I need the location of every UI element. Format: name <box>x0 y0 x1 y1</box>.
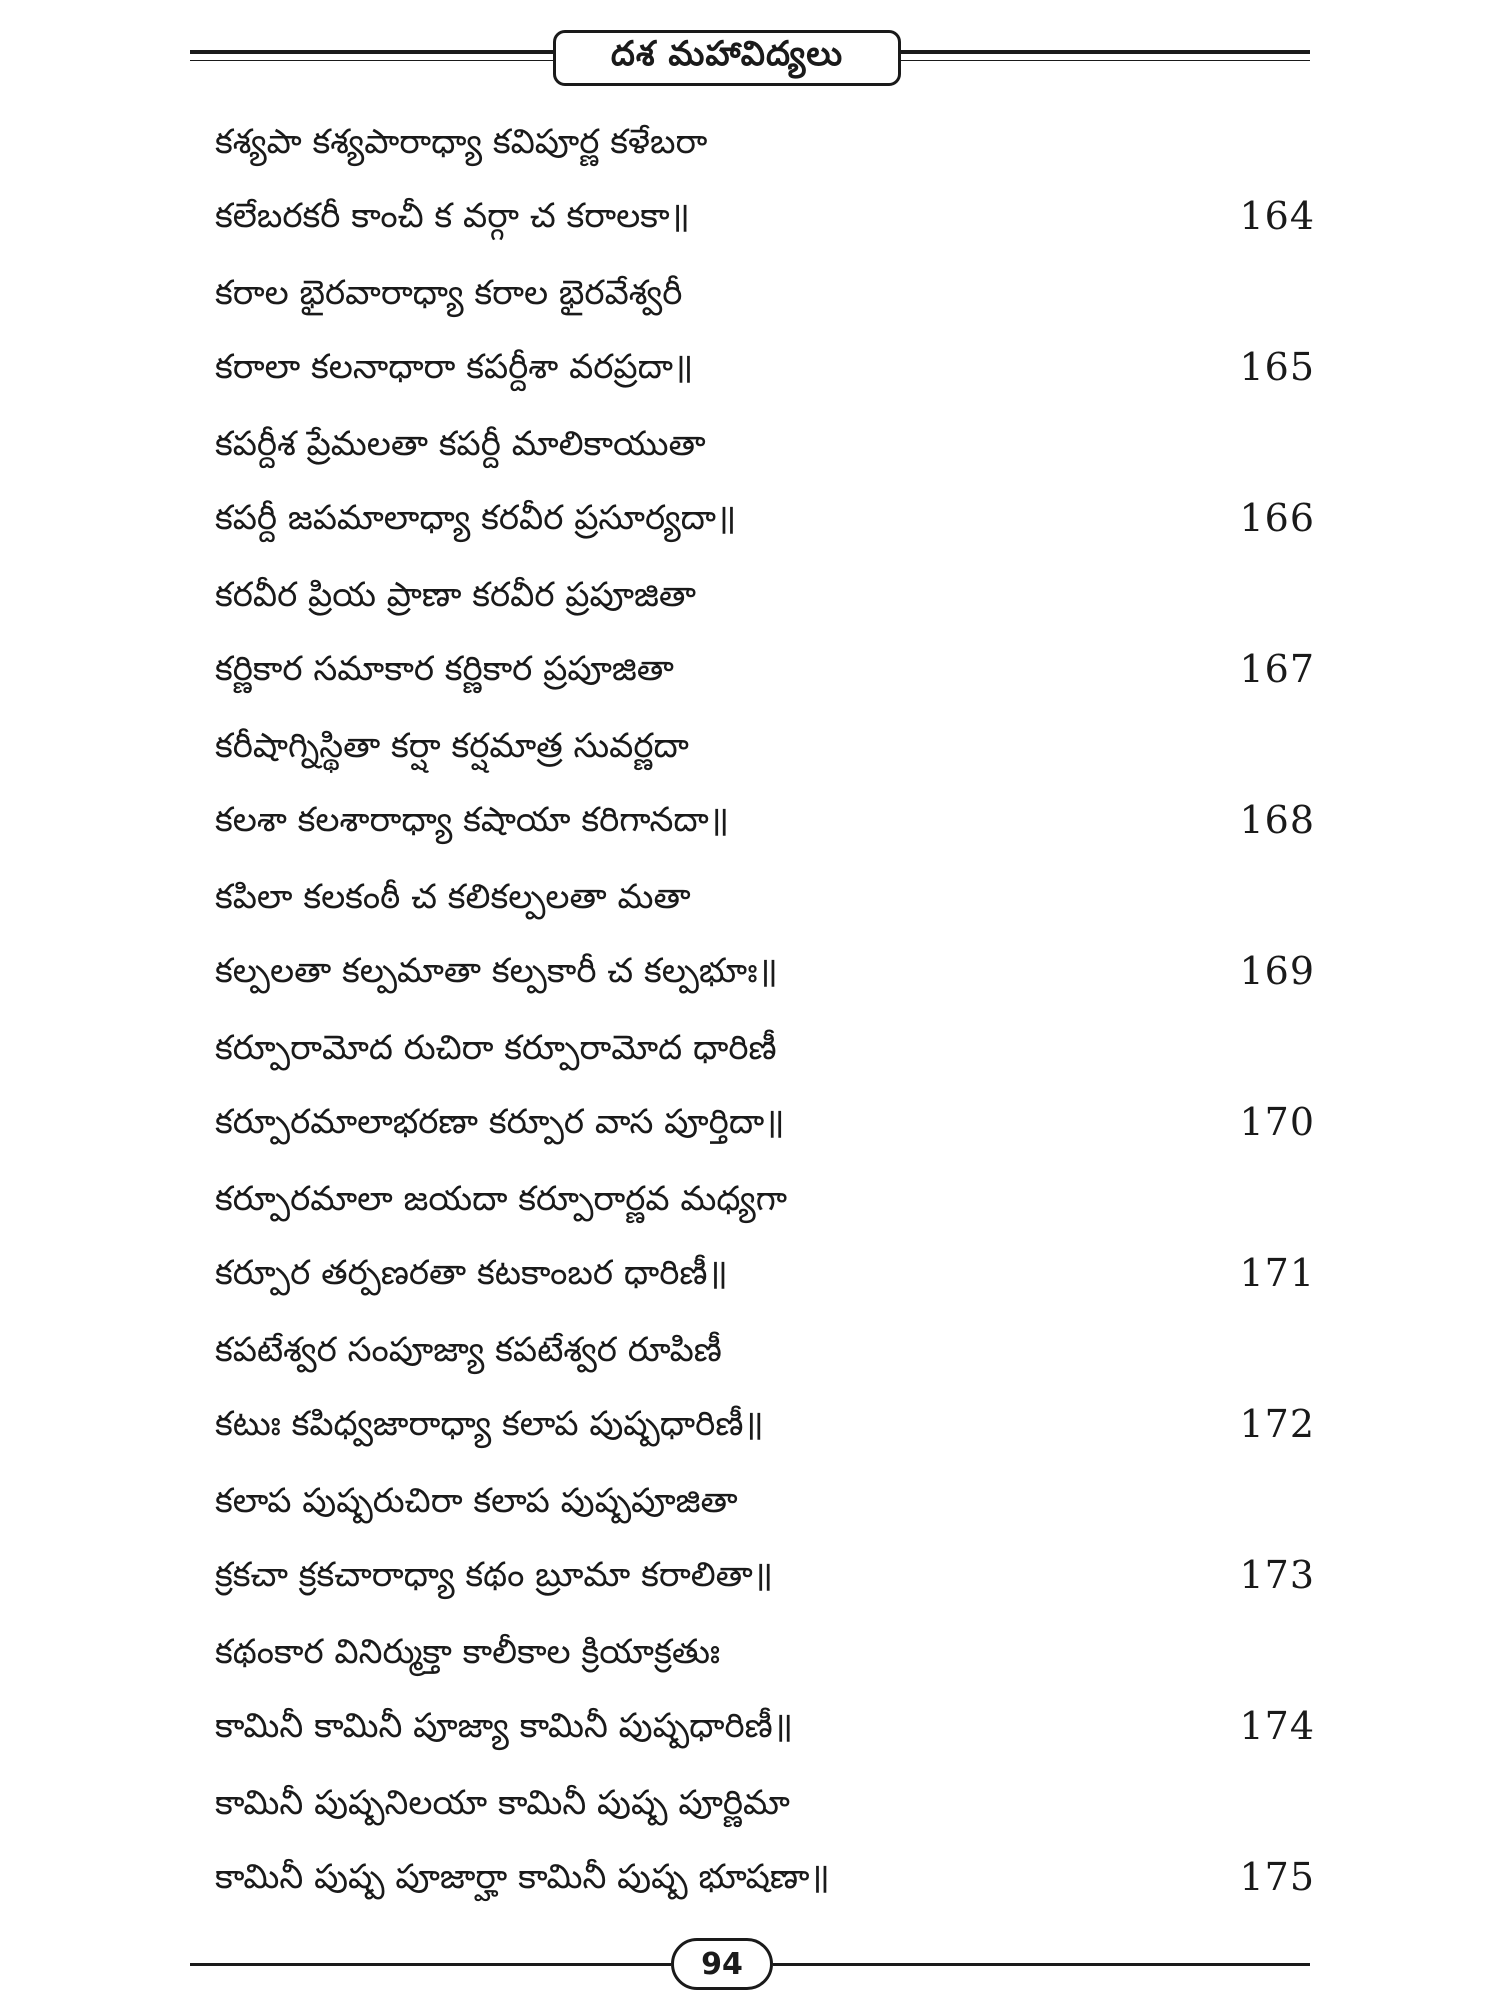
verse-line-second: కల్పలతా కల్పమాతా కల్పకారీ చ కల్పభూః॥ <box>215 951 778 991</box>
verse <box>215 1320 1315 1471</box>
verse-number: 167 <box>1239 647 1315 691</box>
verse-line-second: కర్పూరమాలాభరణా కర్పూర వాస పూర్తిదా॥ <box>215 1102 785 1142</box>
verse-number: 169 <box>1239 949 1315 993</box>
verse-line-first: కర్పూరామోద రుచిరా కర్పూరామోద ధారిణీ <box>215 1028 777 1068</box>
verse-line-first: కలాప పుష్పరుచిరా కలాప పుష్పపూజితా <box>215 1481 738 1521</box>
footer-rule-right <box>773 1963 1310 1966</box>
verse-list <box>215 112 1315 1924</box>
verse-line-second: కర్పూర తర్పణరతా కటకాంబర ధారిణీ॥ <box>215 1253 728 1293</box>
verse-line-first: కపర్దీశ ప్రేమలతా కపర్దీ మాలికాయుతా <box>215 424 706 464</box>
verse <box>215 1622 1315 1773</box>
verse <box>215 1018 1315 1169</box>
page-number-badge <box>671 1938 773 1990</box>
verse-line-second: కలేబరకరీ కాంచీ క వర్గా చ కరాలకా॥ <box>215 196 691 236</box>
verse-line-second: క్రకచా క్రకచారాధ్యా కథం బ్రూమా కరాలితా॥ <box>215 1555 774 1595</box>
verse-number: 171 <box>1239 1251 1315 1295</box>
verse-line-first: కర్పూరమాలా జయదా కర్పూరార్ణవ మధ్యగా <box>215 1179 788 1219</box>
verse <box>215 112 1315 263</box>
verse <box>215 867 1315 1018</box>
verse-line-second: కటుః కపిధ్వజారాధ్యా కలాప పుష్పధారిణీ॥ <box>215 1404 764 1444</box>
verse <box>215 716 1315 867</box>
verse-number: 170 <box>1239 1100 1315 1144</box>
verse <box>215 1471 1315 1622</box>
verse-line-first: కామినీ పుష్పనిలయా కామినీ పుష్ప పూర్ణిమా <box>215 1783 790 1823</box>
verse <box>215 565 1315 716</box>
verse-number: 174 <box>1239 1704 1315 1748</box>
verse <box>215 263 1315 414</box>
verse-line-first: కరాల భైరవారాధ్యా కరాల భైరవేశ్వరీ <box>215 273 683 313</box>
verse <box>215 1773 1315 1924</box>
page-title: దశ మహావిద్యలు <box>610 34 844 74</box>
verse-number: 173 <box>1239 1553 1315 1597</box>
header-rule-top-right <box>901 50 1310 54</box>
verse-line-first: కథంకార వినిర్ముక్తా కాలీకాల క్రియాక్రతుః <box>215 1632 721 1672</box>
header-rule-bottom-left <box>190 60 553 61</box>
verse-number: 168 <box>1239 798 1315 842</box>
verse-number: 175 <box>1239 1855 1315 1899</box>
verse-number: 172 <box>1239 1402 1315 1446</box>
verse-line-first: కరీషాగ్నిస్థితా కర్షా కర్షమాత్ర సువర్ణదా <box>215 726 689 766</box>
verse-number: 165 <box>1239 345 1315 389</box>
verse-number: 166 <box>1239 496 1315 540</box>
header-rule-top-left <box>190 50 553 54</box>
verse-line-second: కామినీ పుష్ప పూజార్హా కామినీ పుష్ప భూషణా॥ <box>215 1857 830 1897</box>
verse-line-second: కలశా కలశారాధ్యా కషాయా కరిగానదా॥ <box>215 800 730 840</box>
verse-line-second: కపర్దీ జపమాలాధ్యా కరవీర ప్రసూర్యదా॥ <box>215 498 737 538</box>
page-number: 94 <box>701 1946 743 1982</box>
verse-line-first: కశ్యపా కశ్యపారాధ్యా కవిపూర్ణ కళేబరా <box>215 122 708 162</box>
verse-line-first: కపటేశ్వర సంపూజ్యా కపటేశ్వర రూపిణీ <box>215 1330 722 1370</box>
verse <box>215 1169 1315 1320</box>
verse <box>215 414 1315 565</box>
footer-rule-left <box>190 1963 671 1966</box>
verse-line-first: కరవీర ప్రియ ప్రాణా కరవీర ప్రపూజితా <box>215 575 696 615</box>
verse-line-second: కామినీ కామినీ పూజ్యా కామినీ పుష్పధారిణీ॥ <box>215 1706 794 1746</box>
header-rule-bottom-right <box>901 60 1310 61</box>
verse-line-first: కపిలా కలకంఠీ చ కలికల్పలతా మతా <box>215 877 691 917</box>
verse-line-second: కర్ణికార సమాకార కర్ణికార ప్రపూజితా <box>215 649 674 689</box>
verse-number: 164 <box>1239 194 1315 238</box>
verse-line-second: కరాలా కలనాధారా కపర్దీశా వరప్రదా॥ <box>215 347 694 387</box>
running-header <box>553 30 901 86</box>
